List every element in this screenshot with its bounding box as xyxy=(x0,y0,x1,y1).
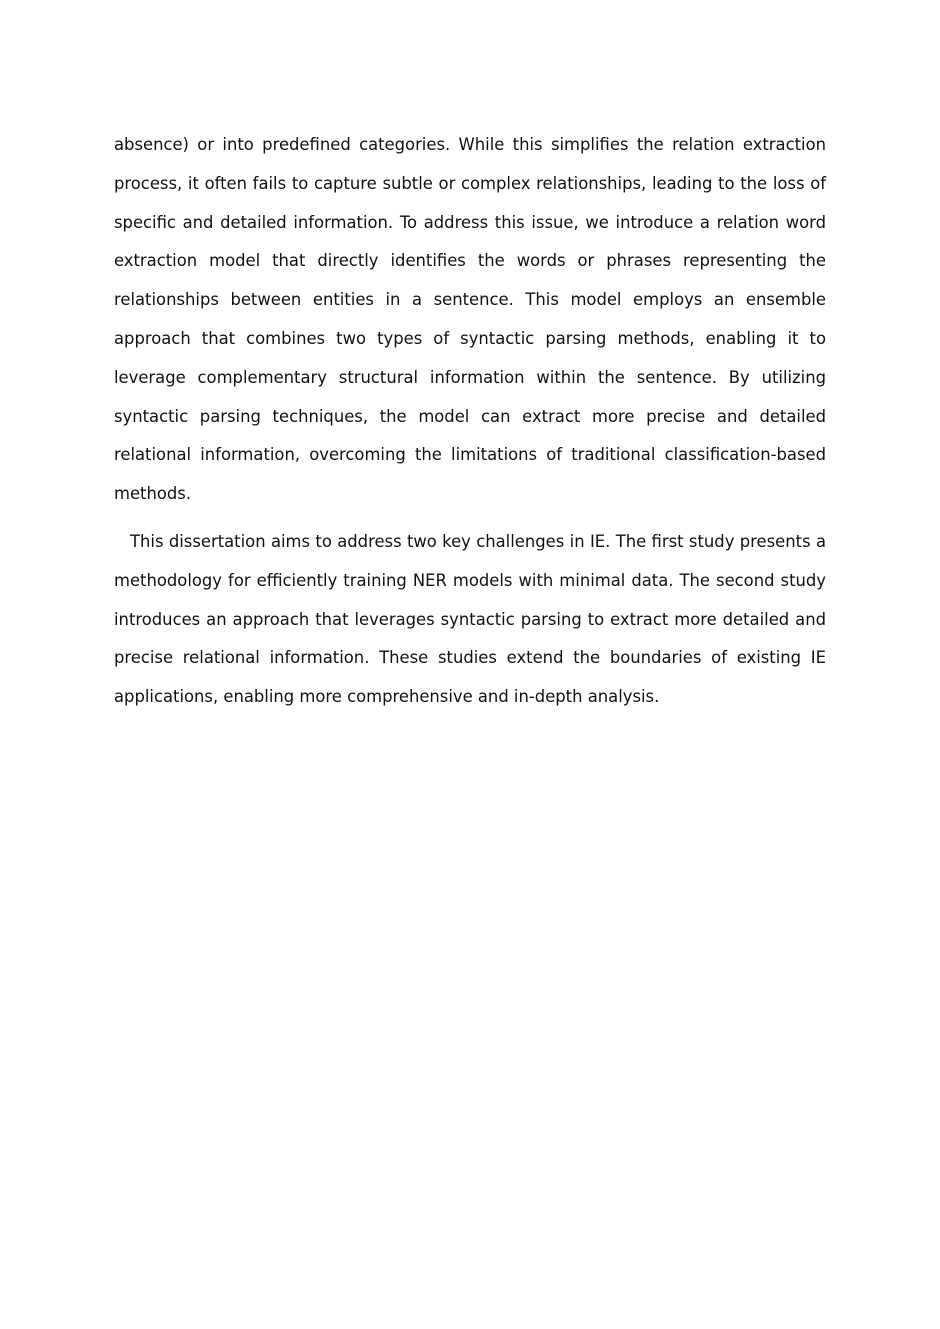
paragraph-dissertation-summary: This dissertation aims to address two key challenges in IE. The first study presents a methodology for efficiently training NER models with minimal data. The second study introduces an approach that leverages syntactic parsing to extract more detailed and precise relational information. These studies extend the boundaries of existing IE applications, enabling more comprehensive and in-depth analysis. xyxy=(114,531,826,707)
paragraph-relation-extraction: absence) or into predefined categories. While this simplifies the relation extraction process, it often fails to capture subtle or complex relationships, leading to the loss of specific and detailed information. To address this issue, we introduce a relation word extraction model that directly identifies the words or phrases representing the relationships between entities in a sentence. This model employs an ensemble approach that combines two types of syntactic parsing methods, enabling it to leverage complementary structural information within the sentence. By utilizing syntactic parsing techniques, the model can extract more precise and detailed relational information, overcoming the limitations of traditional classification-based methods. xyxy=(114,135,826,504)
body-text xyxy=(114,126,826,717)
